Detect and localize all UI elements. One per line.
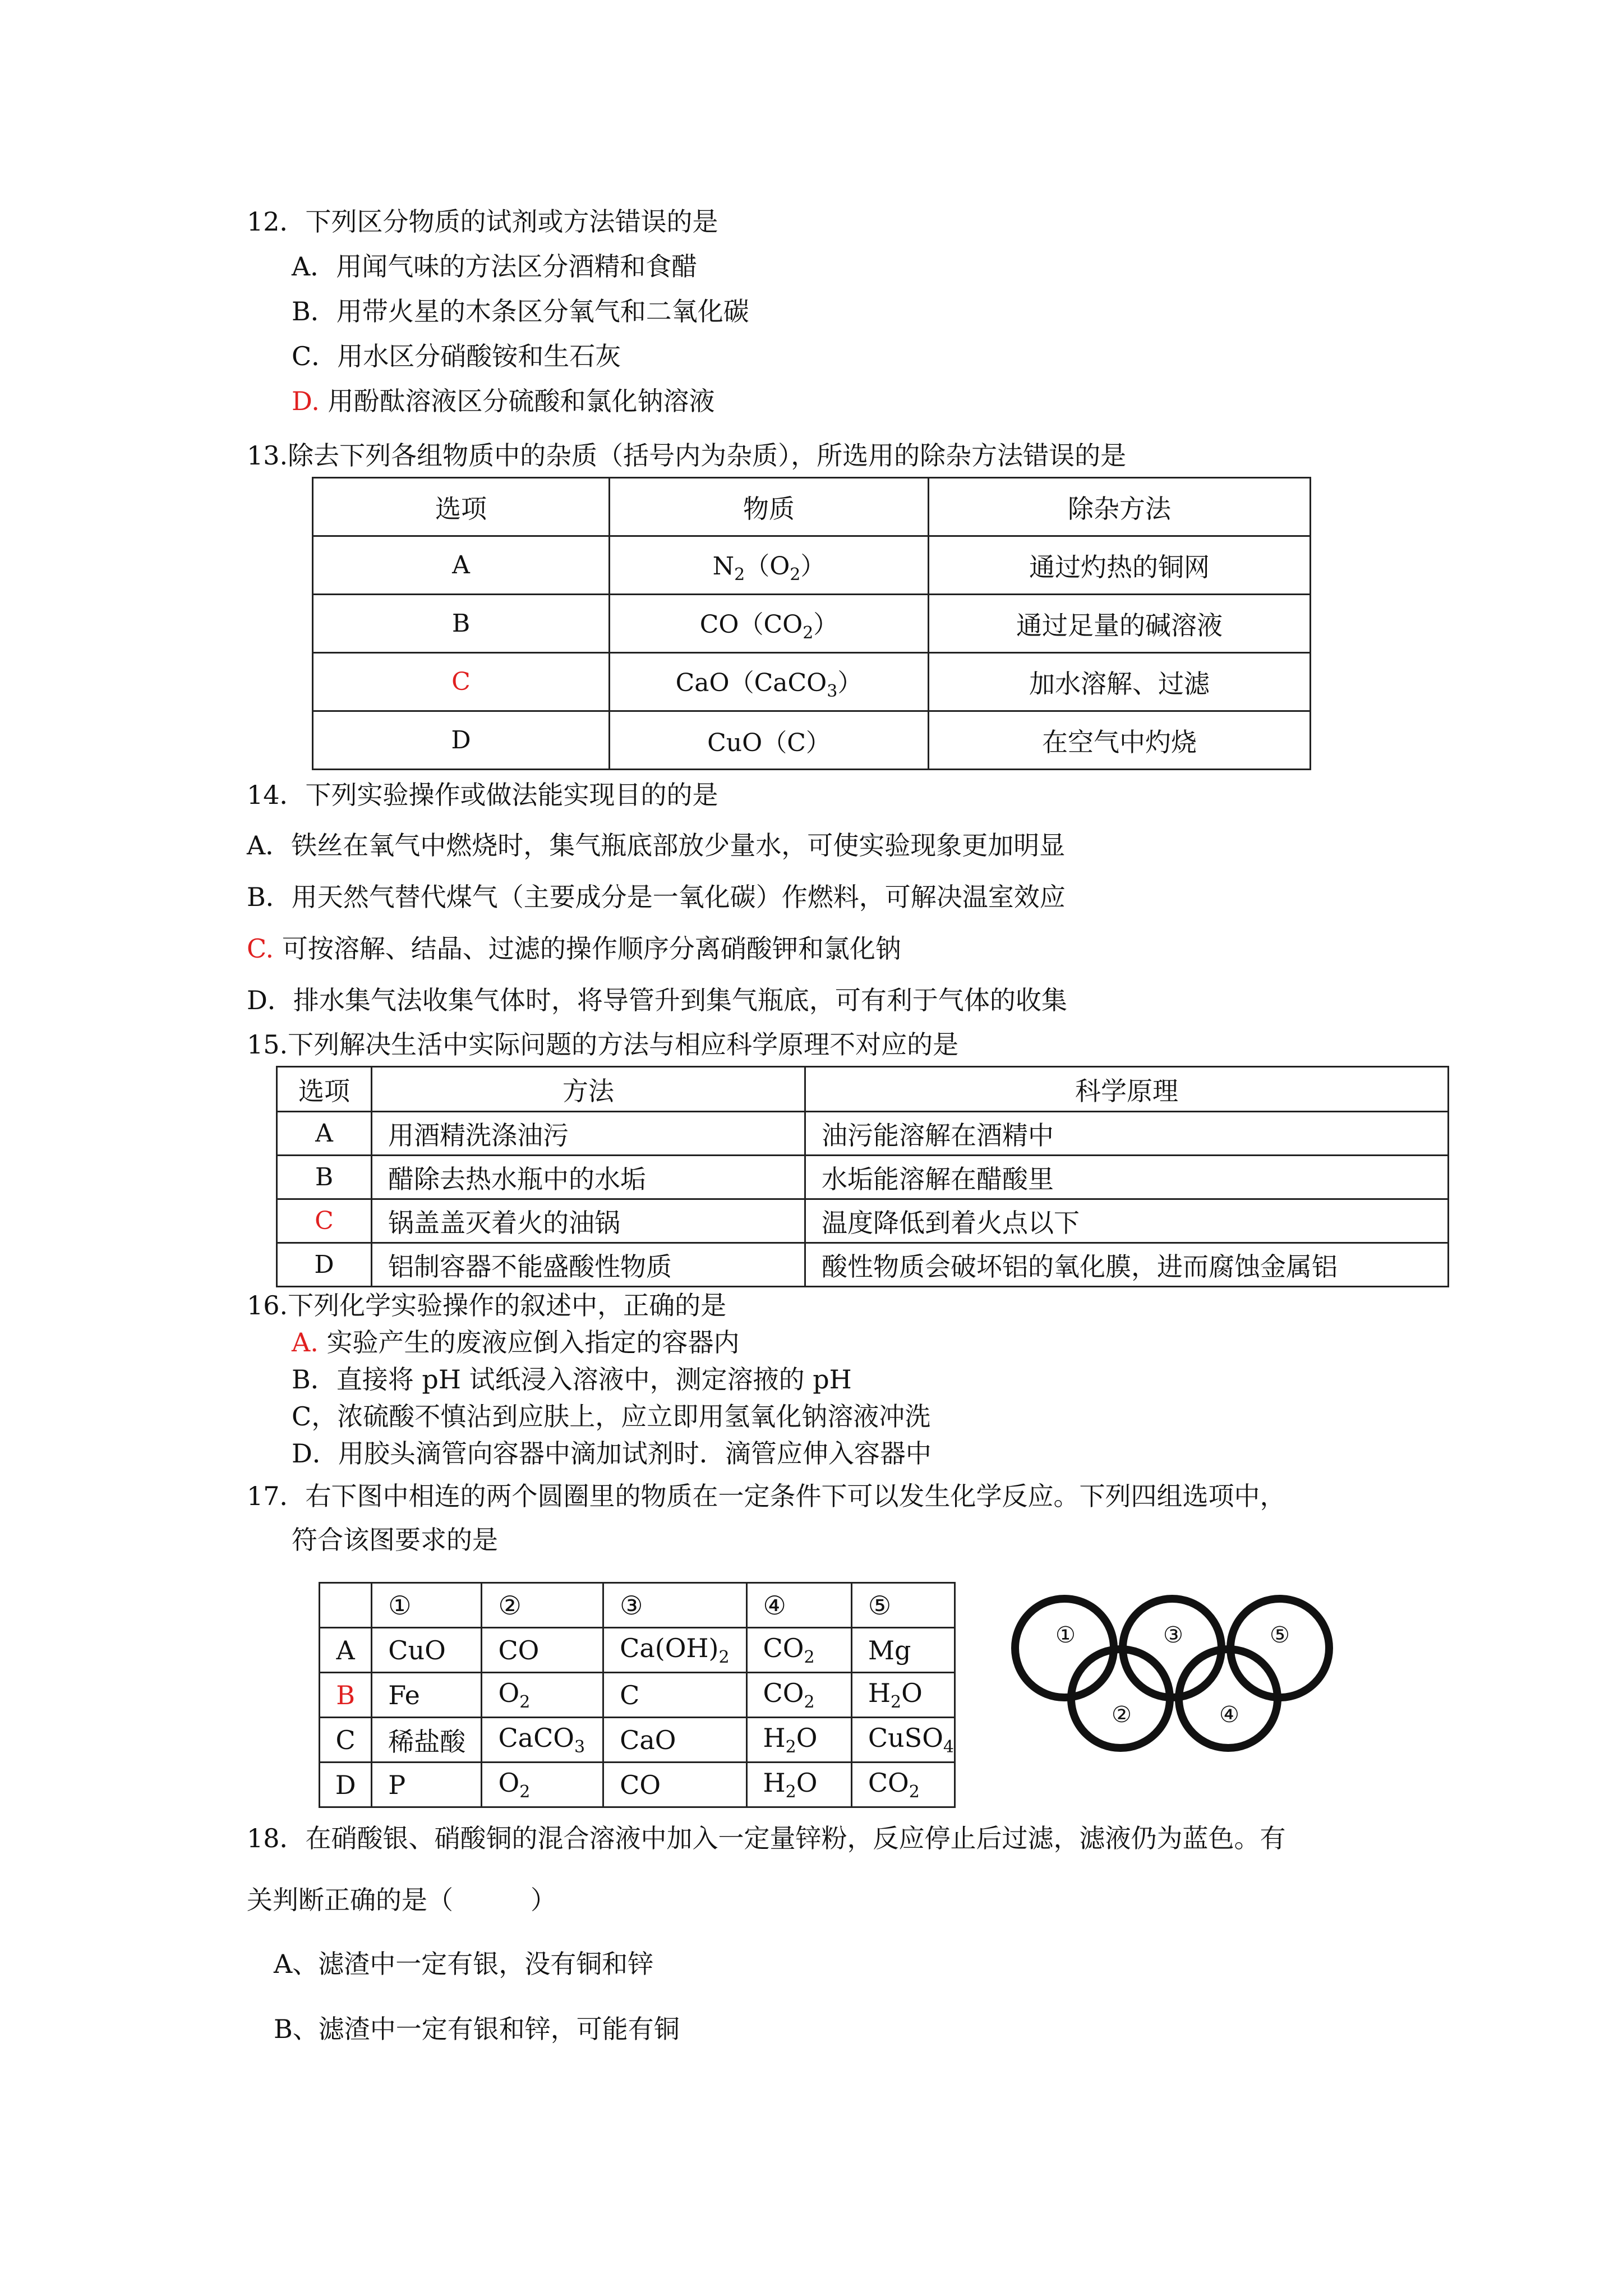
q15-header-option: 选项 [277, 1067, 372, 1112]
q12-option-d: D. 用酚酞溶液区分硫酸和氯化钠溶液 [292, 386, 715, 416]
table-row: B Fe $O_2$ C $CO_2$ $H_2O$ [320, 1673, 955, 1718]
answer-marker: B [320, 1673, 372, 1718]
q16-option-a: A. 实验产生的废液应倒入指定的容器内 [292, 1327, 740, 1358]
q16-option-c: C，浓硫酸不慎沾到应肤上，应立即用氢氧化钠溶液冲洗 [292, 1401, 931, 1432]
table-row: C CaO（CaCO$_3$） 加水溶解、过滤 [313, 653, 1311, 711]
q17-stem-line2: 符合该图要求的是 [292, 1525, 498, 1555]
q14-stem: 14．下列实验操作或做法能实现目的的是 [247, 780, 718, 810]
ring-2-label: ② [1112, 1702, 1132, 1728]
rings-diagram [1004, 1593, 1363, 1761]
q15-table [276, 1066, 1449, 1287]
answer-marker: C [277, 1199, 372, 1243]
table-row: C 稀盐酸 CaCO$_3$ CaO $H_2O$ CuSO$_4$ [320, 1718, 955, 1763]
q13-stem: 13.除去下列各组物质中的杂质（括号内为杂质），所选用的除杂方法错误的是 [247, 440, 1127, 471]
table-row: A CuO CO $Ca(OH)_2$ $CO_2$ Mg [320, 1628, 955, 1673]
ring-1 [1015, 1599, 1114, 1697]
q12-option-a: A．用闻气味的方法区分酒精和食醋 [292, 251, 698, 282]
q12-option-b: B．用带火星的木条区分氧气和二氧化碳 [292, 296, 749, 326]
table-row: D CuO（C） 在空气中灼烧 [313, 711, 1311, 770]
ring-5-label: ⑤ [1270, 1622, 1290, 1648]
q14-option-b: B．用天然气替代煤气（主要成分是一氧化碳）作燃料，可解决温室效应 [247, 882, 1066, 912]
q15-header-principle: 科学原理 [805, 1067, 1449, 1112]
q15-header-method: 方法 [372, 1067, 805, 1112]
table-row: A 用酒精洗涤油污 油污能溶解在酒精中 [277, 1112, 1449, 1156]
q13-header-option: 选项 [313, 478, 610, 536]
q14-option-a: A．铁丝在氧气中燃烧时，集气瓶底部放少量水，可使实验现象更加明显 [247, 830, 1066, 861]
q14-option-c: C. 可按溶解、结晶、过滤的操作顺序分离硝酸钾和氯化钠 [247, 933, 901, 964]
ring-1-label: ① [1055, 1622, 1076, 1648]
table-row: D 铝制容器不能盛酸性物质 酸性物质会破坏铝的氧化膜，进而腐蚀金属铝 [277, 1243, 1449, 1287]
q13-header-substance: 物质 [610, 478, 929, 536]
ring-3-label: ③ [1163, 1622, 1183, 1648]
answer-marker: C. [247, 933, 274, 964]
table-row: B $CO(CO_2)$ 通过足量的碱溶液 [313, 595, 1311, 653]
q17-stem-line1: 17．右下图中相连的两个圆圈里的物质在一定条件下可以发生化学反应。下列四组选项中， [247, 1481, 1286, 1511]
q18-stem-line2: 关判断正确的是（ ） [247, 1885, 556, 1915]
q17-table: ① ② ③ ④ ⑤ A CuO CO $Ca(OH)_2$ $CO_2$ Mg B Fe $O_2$ C $CO_2$ $H_2O$ C 稀盐酸 CaCO$_3$ CaO $H_2O$ CuSO$_4$ D P $O_2$ CO $H_2O$ $CO_2$ [319, 1582, 956, 1808]
q14-option-d: D．排水集气法收集气体时，将导管升到集气瓶底，可有利于气体的收集 [247, 985, 1067, 1015]
q16-stem: 16.下列化学实验操作的叙述中，正确的是 [247, 1290, 727, 1320]
q18-stem-line1: 18．在硝酸银、硝酸铜的混合溶液中加入一定量锌粉，反应停止后过滤，滤液仍为蓝色。有 [247, 1823, 1286, 1853]
answer-marker: A. [292, 1327, 319, 1358]
q13-table [312, 477, 1311, 770]
ring-4-label: ④ [1219, 1702, 1239, 1728]
q15-stem: 15.下列解决生活中实际问题的方法与相应科学原理不对应的是 [247, 1029, 959, 1060]
table-row: D P $O_2$ CO $H_2O$ $CO_2$ [320, 1763, 955, 1807]
answer-marker: D. [292, 386, 320, 416]
table-row: C 锅盖盖灭着火的油锅 温度降低到着火点以下 [277, 1199, 1449, 1243]
q16-option-b: B．直接将 pH 试纸浸入溶液中，测定溶掖的 pH [292, 1364, 852, 1395]
q16-option-d: D．用胶头滴管向容器中滴加试剂时．滴管应伸入容器中 [292, 1438, 932, 1469]
q13-header-method: 除杂方法 [929, 478, 1311, 536]
table-row: A $N_2(O_2)$ 通过灼热的铜网 [313, 536, 1311, 595]
table-row: B 醋除去热水瓶中的水垢 水垢能溶解在醋酸里 [277, 1156, 1449, 1199]
q18-option-a: A、滤渣中一定有银，没有铜和锌 [274, 1949, 654, 1979]
answer-marker: C [313, 653, 610, 711]
q12-stem: 12．下列区分物质的试剂或方法错误的是 [247, 206, 718, 237]
q18-option-b: B、滤渣中一定有银和锌，可能有铜 [274, 2014, 680, 2044]
q12-option-c: C．用水区分硝酸铵和生石灰 [292, 341, 621, 371]
